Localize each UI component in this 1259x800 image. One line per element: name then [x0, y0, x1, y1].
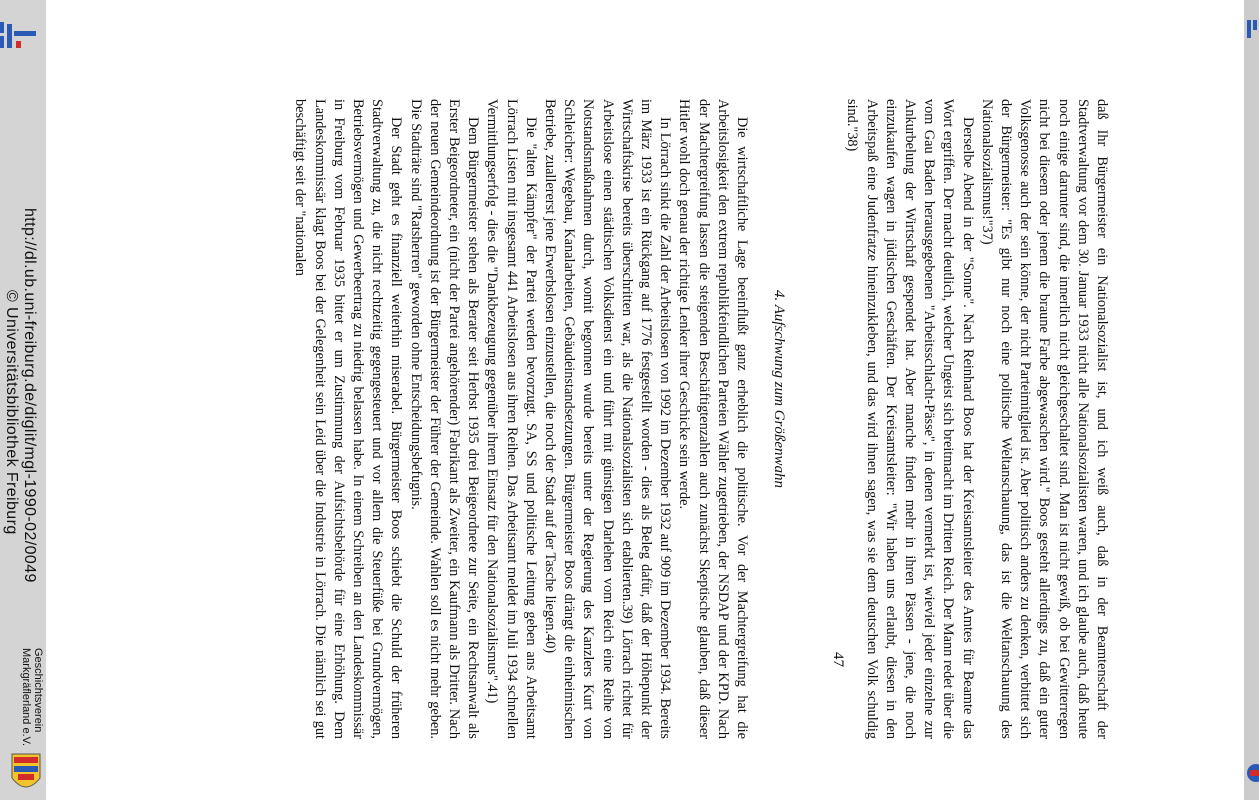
society-name: Geschichtsverein Markgräflerland e.V.: [20, 648, 44, 747]
document-url[interactable]: http://dl.ub.uni-freiburg.de/diglit/mgl-1990-02/0049: [21, 208, 38, 583]
text-column-lower: [290, 99, 751, 739]
library-credit: © Universitätsbibliothek Freiburg: [3, 290, 20, 535]
paragraph: Die "alten Kämpfer" der Partei werden bevorzugt. SA, SS und politische Leitung geben ans Arbeitsamt Lörrach Listen mit insgesamt 441 Arbeitslosen aus ihren Reihen. Das Arbeitsamt meldet im Juli 1934 schnellen Vermittlungserfolg - dies die "Dankbezeugung gegenüber ihrem Einsatz für den Nationalsozialismus".41): [484, 99, 539, 739]
paragraph: Der Stadt geht es finanziell weiterhin miserabel. Bürgermeister Boos schiebt die Schuld der früheren Stadtverwaltung zu, die nicht rechtzeitig gegengesteuert und vor allem die Steuerfüße bei Grundvermögen, Betriebsvermögen und Gewerbeertrag zu niedrig belassen habe. In einem Schreiben an den Landeskommissär in Freiburg vom Februar 1935 bittet er um Zustimmung der Aufsichtsbehörde für eine Erhöhung. Dem Landeskommissär klagt Boos bei der Gelegenheit sein Leid über die Industrie in Lörrach. Die nämlich sei gut beschäftigt seit der "nationalen: [292, 99, 405, 739]
nav-globe-icon[interactable]: [1246, 758, 1259, 788]
society-crest-icon: [10, 752, 42, 796]
section-heading: 4. Aufschwung zum Größenwahn: [771, 290, 787, 489]
text-column-upper: [842, 99, 1111, 739]
nav-flag-icon[interactable]: [1246, 20, 1259, 38]
paragraph: daß Ihr Bürgermeister ein Nationalsozialist ist, und ich weiß auch, daß in der Beamtenschaft der Stadtverwaltung vor dem 30. Januar 1933 nicht alle Nationalsozialisten waren, und ich glaube auch, daß heute noch einige darunter sind, die innerlich nicht gleichgeschaltet sind. Man ist nicht gewiß, ob bei Gewitterregen nicht bei diesem oder jenem die braune Farbe abgewaschen wird." Boos gesteht allerdings zu, daß ein guter Volksgenosse auch der sein könne, der nicht Parteimitglied ist. Aber politisch anders zu denken, verbittet sich der Bürgermeister: "Es gibt nur noch eine politische Weltanschauung, das ist die Weltanschauung des Nationalsozialismus!"37): [978, 99, 1110, 739]
page-number: 47: [830, 652, 846, 667]
paragraph: Die wirtschaftliche Lage beeinflußt ganz erheblich die politische. Vor der Machtergreifung hat die Arbeitslosigkeit den extrem republikfeindlichen Parteien Wähler zugetrieben, der NSDAP und der KPD. Nach der Machtergreifung lassen die steigenden Beschäftigtenzahlen auch zunächst Skeptische glauben, daß dieser Hitler wohl doch genau der richtige Lenker ihrer Geschicke sein werde.: [676, 99, 750, 739]
paragraph: Dem Bürgermeister stehen als Berater seit Herbst 1935 drei Beigeordnete zur Seite, ein Rechtsanwalt als Erster Beigeordneter, ein (nicht der Partei angehörender) Fabrikant als Zweiter, ein Kaufmann als Dritter. Nach der neuen Gemeindeordnung ist der Bürgermeister der Führer der Gemeinde. Wahlen soll es nicht mehr geben. Die Stadträte sind "Ratsherren" geworden ohne Entscheidungsbefugnis.: [407, 99, 482, 739]
viewer-right-sidebar: [1244, 0, 1259, 800]
paragraph: Derselbe Abend in der "Sonne". Nach Reinhard Boos hat der Kreisamtsleiter des Amtes für Beamte das Wort ergriffen. Der macht deutlich, welcher Ungeist sich breitmacht im Dritten Reich. Der Mann redet über die vom Gau Baden herausgegebenen "Arbeitsschlacht-Pässe", in denen vermerkt ist, wieviel jeder einzelne zur Ankurbelung der Wirtschaft gespendet hat. Aber manche finden mehr in ihren Pässen - jene, die noch einzukaufen wagen in jüdischen Geschäften. Der Kreisamtsleiter: "Wir haben uns erlaubt, diesen in den Arbeitspaß eine Judenfratze hineinzukleben, und das wird ihnen sagen, was sie dem deutschen Volk schuldig sind."38): [844, 99, 976, 739]
library-logo-icon: [0, 22, 38, 48]
paragraph: In Lörrach sinkt die Zahl der Arbeitslosen von 1992 im Dezember 1932 auf 909 im Dezember 1934. Bereits im März 1933 ist ein Rückgang auf 1776 festgestellt worden - dies als Beleg dafür, daß der Höhepunkt der Wirtschaftskrise bereits überschritten war, als die Nationalsozialisten sich etablierten.39) Lörrach richtet für Arbeitslose einen städtischen Volksdienst ein und führt mit günstigen Darlehen vom Reich eine Reihe von Notstandsmaßnahmen durch, womit begonnen wurde bereits unter der Regierung des Kanzlers Kurt von Schleicher: Wegebau, Kanalarbeiten, Gebäudeinstandsetzungen. Bürgermeister Boos drängt die einheimischen Betriebe, zuallererst jene Erwerbslosen einzustellen, die noch der Stadt auf der Tasche liegen.40): [541, 99, 674, 739]
